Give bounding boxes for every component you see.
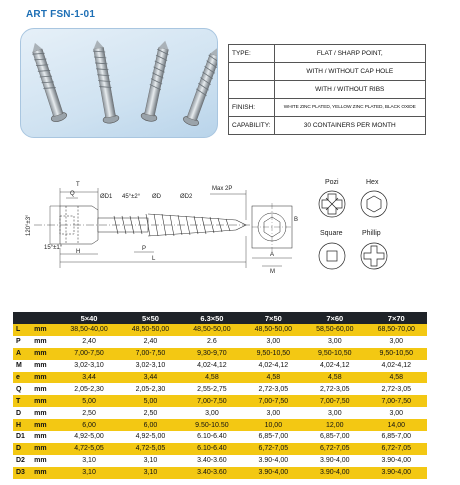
- row-symbol: A: [13, 348, 34, 360]
- dimensions-table: [13, 312, 427, 479]
- label-h: H: [76, 249, 81, 255]
- label-p: P: [142, 246, 147, 252]
- spec-row: [229, 45, 426, 63]
- row-symbol: D1: [13, 431, 34, 443]
- table-row: [13, 455, 427, 467]
- table-cell: 3.90-4,00: [243, 455, 304, 467]
- label-q: Q: [70, 191, 75, 197]
- table-cell: 7,00-7,50: [120, 348, 181, 360]
- table-cell: 2,40: [120, 336, 181, 348]
- table-cell: 4,02-4,12: [304, 360, 365, 372]
- table-cell: 3,02-3,10: [58, 360, 119, 372]
- row-unit: mm: [34, 372, 58, 384]
- table-cell: 2,50: [58, 407, 119, 419]
- table-cell: 6,85-7,00: [304, 431, 365, 443]
- row-unit: mm: [34, 383, 58, 395]
- spec-key: [229, 63, 275, 81]
- table-row: [13, 336, 427, 348]
- head-type-label-phillip: Phillip: [362, 230, 381, 237]
- screw-image-3: [140, 39, 173, 123]
- screw-image-4: [182, 45, 218, 128]
- table-cell: 58,50-60,00: [304, 324, 365, 336]
- row-symbol: P: [13, 336, 34, 348]
- table-cell: 48,50-50,00: [243, 324, 304, 336]
- spec-value: WITH / WITHOUT RIBS: [274, 81, 425, 99]
- table-cell: 9,50-10,50: [243, 348, 304, 360]
- phillips-icon: [361, 243, 387, 269]
- spec-value: WITH / WITHOUT CAP HOLE: [274, 63, 425, 81]
- product-photo: [20, 28, 218, 138]
- column-header: 5×40: [58, 312, 119, 324]
- row-unit: mm: [34, 360, 58, 372]
- table-cell: 4,02-4,12: [243, 360, 304, 372]
- table-cell: 6.10-6.40: [181, 431, 242, 443]
- table-cell: 2,05-2,30: [58, 383, 119, 395]
- table-cell: 2,72-3,05: [243, 383, 304, 395]
- column-header: 7×70: [366, 312, 428, 324]
- table-cell: 48,50-50,00: [120, 324, 181, 336]
- table-cell: 9,30-9,70: [181, 348, 242, 360]
- row-symbol: L: [13, 324, 34, 336]
- table-cell: 3,10: [120, 467, 181, 479]
- table-cell: 6,72-7,05: [243, 443, 304, 455]
- table-cell: 3,00: [304, 407, 365, 419]
- row-unit: mm: [34, 443, 58, 455]
- row-unit: mm: [34, 455, 58, 467]
- table-row: [13, 395, 427, 407]
- table-cell: 3.40-3.60: [181, 455, 242, 467]
- table-row: [13, 383, 427, 395]
- table-cell: 10,00: [243, 419, 304, 431]
- spec-value: FLAT / SHARP POINT,: [274, 45, 425, 63]
- table-cell: 14,00: [366, 419, 428, 431]
- label-d1: ØD1: [100, 194, 113, 200]
- column-header: 7×60: [304, 312, 365, 324]
- spec-key: FINISH:: [229, 99, 275, 117]
- table-cell: 4,02-4,12: [181, 360, 242, 372]
- table-cell: 2,50: [120, 407, 181, 419]
- table-cell: 3.90-4,00: [304, 467, 365, 479]
- table-cell: 3,00: [304, 336, 365, 348]
- spec-row: [229, 117, 426, 135]
- dimensions-body: [13, 324, 427, 479]
- table-cell: 7,00-7,50: [304, 395, 365, 407]
- table-row: [13, 431, 427, 443]
- table-row: [13, 443, 427, 455]
- label-m: M: [270, 269, 275, 275]
- label-d: ØD: [152, 194, 161, 200]
- row-symbol: D: [13, 443, 34, 455]
- table-cell: 6,72-7,05: [304, 443, 365, 455]
- row-unit: mm: [34, 407, 58, 419]
- table-row: [13, 419, 427, 431]
- table-cell: 2,55-2,75: [181, 383, 242, 395]
- label-d2: ØD2: [180, 194, 193, 200]
- label-angle15: 15°±1°: [44, 245, 63, 251]
- spec-key: CAPABILITY:: [229, 117, 275, 135]
- table-cell: 3.90-4,00: [366, 467, 428, 479]
- table-cell: 3,10: [120, 455, 181, 467]
- table-cell: 4,58: [366, 372, 428, 384]
- table-cell: 7,00-7,50: [58, 348, 119, 360]
- table-cell: 4,58: [181, 372, 242, 384]
- table-cell: 3,00: [243, 336, 304, 348]
- table-cell: 3,00: [366, 407, 428, 419]
- row-unit: mm: [34, 431, 58, 443]
- label-l: L: [152, 256, 156, 262]
- table-cell: 3,10: [58, 467, 119, 479]
- table-cell: 9.50-10.50: [181, 419, 242, 431]
- table-cell: 12,00: [304, 419, 365, 431]
- row-unit: mm: [34, 467, 58, 479]
- row-symbol: H: [13, 419, 34, 431]
- table-cell: 7,00-7,50: [181, 395, 242, 407]
- table-cell: 5,00: [120, 395, 181, 407]
- table-row: [13, 372, 427, 384]
- table-cell: 6,72-7,05: [366, 443, 428, 455]
- label-a: A: [270, 252, 275, 258]
- table-cell: 3.90-4,00: [243, 467, 304, 479]
- table-cell: 6,00: [120, 419, 181, 431]
- table-cell: 2,40: [58, 336, 119, 348]
- table-cell: 3.90-4,00: [304, 455, 365, 467]
- table-cell: 6,85-7,00: [243, 431, 304, 443]
- table-cell: 3,00: [243, 407, 304, 419]
- table-cell: 48,50-50,00: [181, 324, 242, 336]
- table-cell: 4,58: [304, 372, 365, 384]
- table-row: [13, 467, 427, 479]
- spec-key: [229, 81, 275, 99]
- row-unit: mm: [34, 324, 58, 336]
- table-cell: 38,50-40,00: [58, 324, 119, 336]
- table-cell: 3,00: [366, 336, 428, 348]
- table-cell: 9,50-10,50: [366, 348, 428, 360]
- table-cell: 3,44: [58, 372, 119, 384]
- table-cell: 4,02-4,12: [366, 360, 428, 372]
- head-types-panel: [300, 176, 420, 276]
- table-row: [13, 348, 427, 360]
- table-cell: 5,00: [58, 395, 119, 407]
- head-type-label-hex: Hex: [366, 179, 379, 186]
- label-b: B: [294, 217, 299, 223]
- column-header: 6.3×50: [181, 312, 242, 324]
- row-unit: mm: [34, 419, 58, 431]
- table-cell: 4,72-5,05: [58, 443, 119, 455]
- screw-image-1: [27, 40, 68, 123]
- table-cell: 4,92-5,00: [120, 431, 181, 443]
- dimensions-header-row: [13, 312, 427, 324]
- table-row: [13, 324, 427, 336]
- technical-drawing: [14, 176, 314, 276]
- row-symbol: D3: [13, 467, 34, 479]
- table-cell: 2,05-2,30: [120, 383, 181, 395]
- spec-row: [229, 81, 426, 99]
- specs-table: [228, 44, 426, 135]
- table-cell: 6,00: [58, 419, 119, 431]
- spec-value: 30 CONTAINERS PER MONTH: [274, 117, 425, 135]
- hex-icon: [361, 191, 387, 217]
- square-icon: [319, 243, 345, 269]
- spec-row: [229, 63, 426, 81]
- table-row: [13, 360, 427, 372]
- table-cell: 3,02-3,10: [120, 360, 181, 372]
- table-cell: 4,92-5,00: [58, 431, 119, 443]
- label-t: T: [76, 182, 80, 188]
- head-type-label-square: Square: [320, 230, 343, 237]
- table-cell: 9,50-10,50: [304, 348, 365, 360]
- row-symbol: M: [13, 360, 34, 372]
- spec-row: [229, 99, 426, 117]
- table-cell: 68,50-70,00: [366, 324, 428, 336]
- row-unit: mm: [34, 336, 58, 348]
- pozi-icon: [319, 191, 345, 217]
- column-header: 7×50: [243, 312, 304, 324]
- table-cell: 2,72-3,05: [304, 383, 365, 395]
- table-cell: 3,44: [120, 372, 181, 384]
- table-cell: 7,00-7,50: [366, 395, 428, 407]
- table-cell: 4,72-5,05: [120, 443, 181, 455]
- row-symbol: D2: [13, 455, 34, 467]
- table-cell: 7,00-7,50: [243, 395, 304, 407]
- table-cell: 3,10: [58, 455, 119, 467]
- row-unit: mm: [34, 395, 58, 407]
- article-code: ART FSN-1-01: [26, 9, 96, 20]
- table-cell: 3.40-3.60: [181, 467, 242, 479]
- screw-image-2: [89, 39, 119, 125]
- row-symbol: Q: [13, 383, 34, 395]
- spec-value: WHITE ZINC PLATED, YELLOW ZINC PLATED, BLACK OXIDE: [274, 99, 425, 117]
- row-symbol: D: [13, 407, 34, 419]
- column-header: 5×50: [120, 312, 181, 324]
- row-symbol: T: [13, 395, 34, 407]
- head-type-label-pozi: Pozi: [325, 179, 339, 186]
- row-symbol: e: [13, 372, 34, 384]
- table-row: [13, 407, 427, 419]
- table-cell: 3.90-4,00: [366, 455, 428, 467]
- label-max2p: Max 2P: [212, 186, 233, 192]
- table-cell: 2,72-3,05: [366, 383, 428, 395]
- table-cell: 6.10-6.40: [181, 443, 242, 455]
- label-angle45: 45°±2°: [122, 194, 141, 200]
- row-unit: mm: [34, 348, 58, 360]
- label-head-angle: 120°±3°: [26, 214, 32, 236]
- table-cell: 3,00: [181, 407, 242, 419]
- spec-key: TYPE:: [229, 45, 275, 63]
- table-cell: 2.6: [181, 336, 242, 348]
- table-cell: 6,85-7,00: [366, 431, 428, 443]
- table-cell: 4,58: [243, 372, 304, 384]
